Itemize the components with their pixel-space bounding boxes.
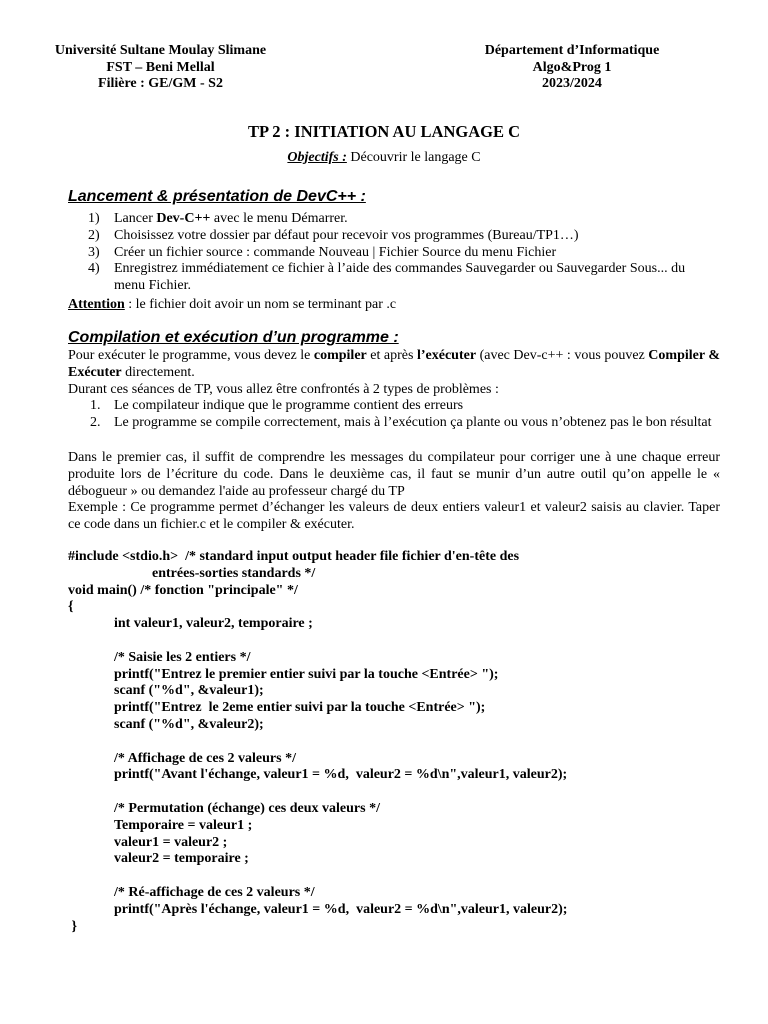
code-line: #include <stdio.h> /* standard input output header file fichier d'en-tête des [68, 549, 520, 564]
step-number: 4) [88, 261, 100, 277]
attention-text: : le fichier doit avoir un nom se terminant par .c [124, 297, 397, 312]
text-run: et après [366, 348, 417, 363]
list-item [68, 261, 728, 295]
code-line: printf("Après l'échange, valeur1 = %d, valeur2 = %d\n",valeur1, valeur2); [114, 901, 568, 917]
code-line: } [68, 918, 78, 934]
course-name: Algo&Prog 1 [532, 59, 612, 75]
problem-text: Le programme se compile correctement, mais à l’exécution ça plante ou vous n’obtenez pas le bon résultat [114, 414, 712, 430]
bold-execute: l’exécuter [416, 348, 477, 363]
paragraph-debugging: Dans le premier cas, il suffit de comprendre les messages du compilateur pour corriger une à une chaque erreur produite lors de l’écriture du code. Dans le deuxième cas, il faut se munir d’un autre outil qu’on appelle le « débogueur » ou demandez l'aide au professeur chargé du TP [68, 450, 720, 499]
paragraph-compile [68, 347, 720, 381]
step-text: Choisissez votre dossier par défaut pour recevoir vos programmes (Bureau/TP1…) [114, 227, 579, 243]
attention-note [68, 296, 720, 313]
list-item [68, 415, 720, 432]
code-line: scanf ("%d", &valeur2); [114, 716, 264, 732]
code-line: /* Saisie les 2 entiers */ [114, 649, 251, 665]
code-line: printf("Entrez le 2eme entier suivi par la touche <Entrée> "); [114, 700, 486, 716]
university-name: Université Sultane Moulay Slimane [54, 43, 267, 58]
department-name: Département d’Informatique [484, 43, 660, 58]
code-line: /* Permutation (échange) ces deux valeurs */ [114, 800, 380, 816]
step-text: Créer un fichier source : commande Nouveau | Fichier Source du menu Fichier [114, 244, 557, 260]
code-blank-line [68, 868, 748, 885]
step-text: Lancer [114, 211, 157, 226]
code-line: entrées-sorties standards */ [152, 565, 316, 581]
objectives-label: Objectifs : [287, 150, 347, 165]
code-line: printf("Entrez le premier entier suivi par la touche <Entrée> "); [114, 666, 499, 682]
code-block [68, 549, 748, 935]
step-text-end: avec le menu Démarrer. [210, 211, 348, 226]
faculty-name: FST – Beni Mellal [106, 59, 215, 75]
bold-compile-execute: Compiler & Exécuter [68, 348, 720, 380]
code-line: { [68, 599, 74, 615]
code-line: printf("Avant l'échange, valeur1 = %d, valeur2 = %d\n",valeur1, valeur2); [114, 767, 568, 783]
code-line: Temporaire = valeur1 ; [114, 817, 253, 833]
objectives-line [0, 150, 768, 166]
list-item [68, 245, 728, 262]
code-line: int valeur1, valeur2, temporaire ; [114, 616, 313, 632]
problem-number: 1. [90, 398, 101, 413]
code-line: /* Ré-affichage de ces 2 valeurs */ [114, 884, 315, 900]
program-name: Filière : GE/GM - S2 [98, 76, 223, 91]
list-item [68, 211, 728, 228]
code-line: /* Affichage de ces 2 valeurs */ [114, 750, 296, 766]
problem-number: 2. [90, 414, 101, 430]
code-blank-line [68, 633, 748, 650]
header-right [462, 43, 682, 93]
text-run: Pour exécuter le programme, vous devez le [68, 348, 314, 363]
bold-compile: compiler [313, 348, 367, 363]
section-heading-compile: Compilation et exécution d’un programme : [68, 329, 399, 346]
launch-steps-list [68, 211, 728, 295]
step-number: 2) [88, 227, 100, 243]
attention-label: Attention [68, 297, 125, 312]
code-line: valeur1 = valeur2 ; [114, 834, 228, 850]
code-line: void main() /* fonction "principale" */ [68, 582, 298, 598]
text-run: (avec Dev-c++ : vous pouvez [476, 348, 649, 363]
code-line: scanf ("%d", &valeur1); [114, 683, 264, 699]
code-blank-line [68, 734, 748, 751]
problems-list [68, 398, 720, 432]
section-heading-launch: Lancement & présentation de DevC++ : [68, 188, 366, 205]
code-blank-line [68, 784, 748, 801]
page-title: TP 2 : INITIATION AU LANGAGE C [248, 122, 520, 141]
code-line: valeur2 = temporaire ; [114, 851, 249, 867]
step-number: 3) [88, 244, 100, 260]
header-left [38, 43, 283, 93]
objectives-text: Découvrir le langage C [346, 150, 481, 165]
list-item [68, 398, 720, 415]
academic-year: 2023/2024 [542, 76, 602, 91]
step-bold-text: Dev-C++ [156, 211, 211, 226]
step-number: 1) [88, 211, 100, 226]
step-text: Enregistrez immédiatement ce fichier à l’aide des commandes Sauvegarder ou Sauvegarder Sous... du menu Fichier. [114, 261, 686, 294]
paragraph-example: Exemple : Ce programme permet d’échanger les valeurs de deux entiers valeur1 et valeur2 saisis au clavier. Taper ce code dans un fichier.c et le compiler & exécuter. [68, 500, 720, 532]
paragraph-problems-intro: Durant ces séances de TP, vous allez être confrontés à 2 types de problèmes : [68, 382, 499, 397]
text-run: directement. [121, 365, 195, 380]
list-item [68, 228, 728, 245]
problem-text: Le compilateur indique que le programme contient des erreurs [114, 398, 464, 413]
